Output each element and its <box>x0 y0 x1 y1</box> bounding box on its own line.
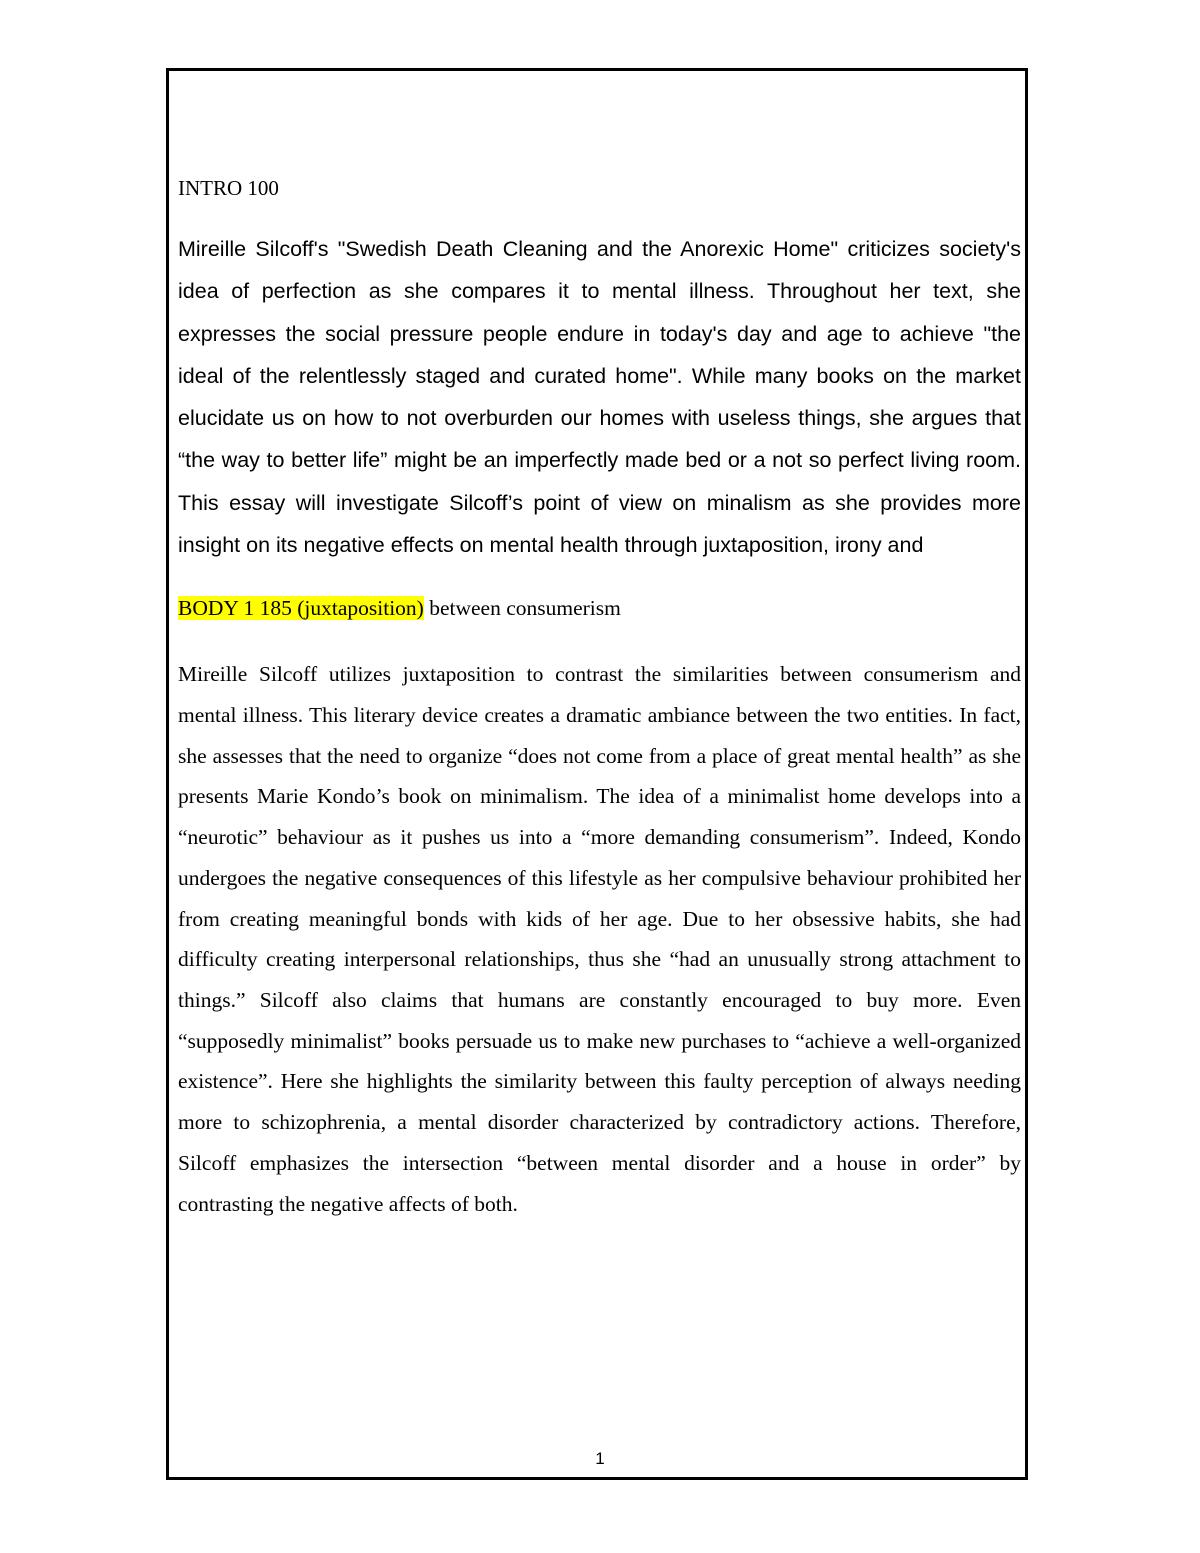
page-number: 1 <box>595 1449 605 1468</box>
body-paragraph: Mireille Silcoff utilizes juxtaposition to contrast the similarities between consumerism and mental illness. This literary device creates a dramatic ambiance between the two entities. In fact, she assesses that the need to organize “does not come from a place of great mental health” as she presents Marie Kondo’s book on minimalism. The idea of a minimalist home develops into a “neurotic” behaviour as it pushes us into a “more demanding consumerism”. Indeed, Kondo undergoes the negative consequences of this lifestyle as her compulsive behaviour prohibited her from creating meaningful bonds with kids of her age. Due to her obsessive habits, she had difficulty creating interpersonal relationships, thus she “had an unusually strong attachment to things.” Silcoff also claims that humans are constantly encouraged to buy more. Even “supposedly minimalist” books persuade us to make new purchases to “achieve a well-organized existence”. Here she highlights the similarity between this faulty perception of always needing more to schizophrenia, a mental disorder characterized by contradictory actions. Therefore, Silcoff emphasizes the intersection “between mental disorder and a house in order” by contrasting the negative affects of both. <box>178 662 1021 1216</box>
heading-rest-text: between consumerism <box>423 596 621 621</box>
body-heading <box>178 588 1021 628</box>
intro-heading: INTRO 100 <box>178 176 279 200</box>
document-content <box>178 168 1021 1224</box>
intro-paragraph: Mireille Silcoff's "Swedish Death Cleaning and the Anorexic Home" criticizes society's idea of perfection as she compares it to mental illness. Throughout her text, she expresses the social pressure people endure in today's day and age to achieve "the ideal of the relentlessly staged and curated home". While many books on the market elucidate us on how to not overburden our homes with useless things, she argues that “the way to better life” might be an imperfectly made bed or a not so perfect living room. This essay will investigate Silcoff’s point of view on minalism as she provides more insight on its negative effects on mental health through juxtaposition, irony and <box>178 237 1021 558</box>
highlighted-heading-text: BODY 1 185 (juxtaposition) <box>178 596 424 621</box>
